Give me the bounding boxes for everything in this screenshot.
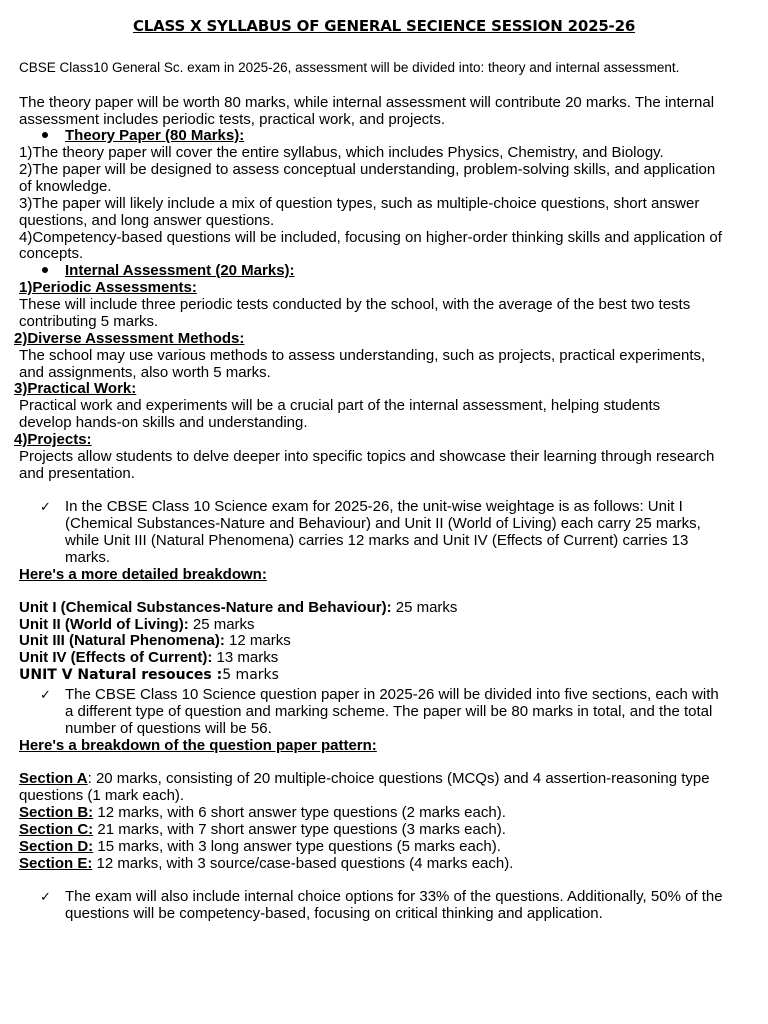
section-row (19, 838, 501, 855)
para-line: assessment includes periodic tests, practical work, and projects. (19, 111, 446, 128)
paper-line: number of questions will be 56. (65, 720, 272, 737)
paper-line: The CBSE Class 10 Science question paper in 2025-26 will be divided into five sections, each with (65, 686, 719, 703)
theory-point: 4)Competency-based questions will be included, focusing on higher-order thinking skills and application of (19, 229, 722, 246)
theory-heading: Theory Paper (80 Marks): (65, 127, 245, 144)
section-row (19, 787, 184, 804)
unit-value: 25 marks (188, 616, 255, 633)
paper-line: a different type of question and marking scheme. The paper will be 80 marks in total, and the total (65, 703, 713, 720)
check-mark-icon: ✓ (40, 889, 51, 904)
unit-label: Unit II (World of Living): (19, 616, 189, 633)
theory-point: questions, and long answer questions. (19, 212, 275, 229)
theory-point: concepts. (19, 245, 84, 262)
check-mark-icon: ✓ (40, 499, 51, 514)
practical-heading: 3)Practical Work: (14, 380, 137, 397)
unit-label: Unit IV (Effects of Current): (19, 649, 213, 666)
theory-point: 2)The paper will be designed to assess conceptual understanding, problem-solving skills, and application (19, 161, 716, 178)
periodic-heading: 1)Periodic Assessments: (19, 279, 197, 296)
unit-row (19, 649, 278, 666)
weightage-line: In the CBSE Class 10 Science exam for 2025-26, the unit-wise weightage is as follows: Unit I (65, 498, 683, 515)
weightage-line: (Chemical Substances-Nature and Behaviour) and Unit II (World of Living) each carry 25 marks, (65, 515, 701, 532)
unit-row (19, 616, 255, 633)
section-text: questions (1 mark each). (19, 787, 185, 804)
diverse-line: and assignments, also worth 5 marks. (19, 364, 271, 381)
unit-row (19, 632, 291, 649)
practical-line: develop hands-on skills and understanding. (19, 414, 308, 431)
diverse-line: The school may use various methods to assess understanding, such as projects, practical experiments, (19, 347, 706, 364)
projects-heading: 4)Projects: (14, 431, 92, 448)
theory-point: 1)The theory paper will cover the entire syllabus, which includes Physics, Chemistry, and Biology. (19, 144, 664, 161)
unit-row (19, 667, 279, 684)
unit-label: UNIT V Natural resouces : (19, 667, 223, 683)
diverse-heading: 2)Diverse Assessment Methods: (14, 330, 245, 347)
unit-value: 25 marks (391, 599, 458, 616)
choice-line: questions will be competency-based, focusing on critical thinking and application. (65, 905, 603, 922)
periodic-line: These will include three periodic tests conducted by the school, with the average of the best two tests (19, 296, 691, 313)
unit-label: Unit I (Chemical Substances-Nature and Behaviour): (19, 599, 392, 616)
internal-heading: Internal Assessment (20 Marks): (65, 262, 295, 279)
unit-value: 5 marks (222, 667, 279, 683)
weightage-line: while Unit III (Natural Phenomena) carries 12 marks and Unit IV (Effects of Current) carries 13 (65, 532, 689, 549)
periodic-line: contributing 5 marks. (19, 313, 159, 330)
unit-label: Unit III (Natural Phenomena): (19, 632, 225, 649)
weightage-line: marks. (65, 549, 110, 566)
section-row (19, 804, 506, 821)
intro-text: CBSE Class10 General Sc. exam in 2025-26, assessment will be divided into: theory and internal assessment. (19, 60, 680, 75)
unit-row (19, 599, 457, 616)
section-label: Section C: (19, 821, 94, 838)
unit-value: 13 marks (212, 649, 279, 666)
document-title: CLASS X SYLLABUS OF GENERAL SECIENCE SESSION 2025-26 (132, 17, 636, 35)
bullet-dot (42, 267, 48, 273)
choice-line: The exam will also include internal choice options for 33% of the questions. Additionally, 50% of the (65, 888, 723, 905)
section-text: 12 marks, with 6 short answer type questions (2 marks each). (93, 804, 506, 821)
bullet-dot (42, 132, 48, 138)
section-label: Section B: (19, 804, 94, 821)
para-line: The theory paper will be worth 80 marks, while internal assessment will contribute 20 marks. The internal (19, 94, 715, 111)
section-text: : 20 marks, consisting of 20 multiple-choice questions (MCQs) and 4 assertion-reasoning type (87, 770, 710, 787)
theory-point: of knowledge. (19, 178, 112, 195)
section-row (19, 821, 506, 838)
section-text: 21 marks, with 7 short answer type questions (3 marks each). (93, 821, 506, 838)
practical-line: Practical work and experiments will be a crucial part of the internal assessment, helping students (19, 397, 661, 414)
section-row (19, 770, 710, 787)
section-text: 12 marks, with 3 source/case-based questions (4 marks each). (92, 855, 514, 872)
section-label: Section E: (19, 855, 93, 872)
projects-line: and presentation. (19, 465, 135, 482)
theory-point: 3)The paper will likely include a mix of question types, such as multiple-choice questions, short answer (19, 195, 700, 212)
breakdown-heading: Here's a more detailed breakdown: (19, 566, 267, 583)
pattern-heading: Here's a breakdown of the question paper pattern: (19, 737, 377, 754)
section-label: Section D: (19, 838, 94, 855)
section-text: 15 marks, with 3 long answer type questions (5 marks each). (93, 838, 501, 855)
check-mark-icon: ✓ (40, 687, 51, 702)
section-label: Section A (19, 770, 88, 787)
unit-value: 12 marks (224, 632, 291, 649)
section-row (19, 855, 513, 872)
projects-line: Projects allow students to delve deeper into specific topics and showcase their learning through research (19, 448, 715, 465)
